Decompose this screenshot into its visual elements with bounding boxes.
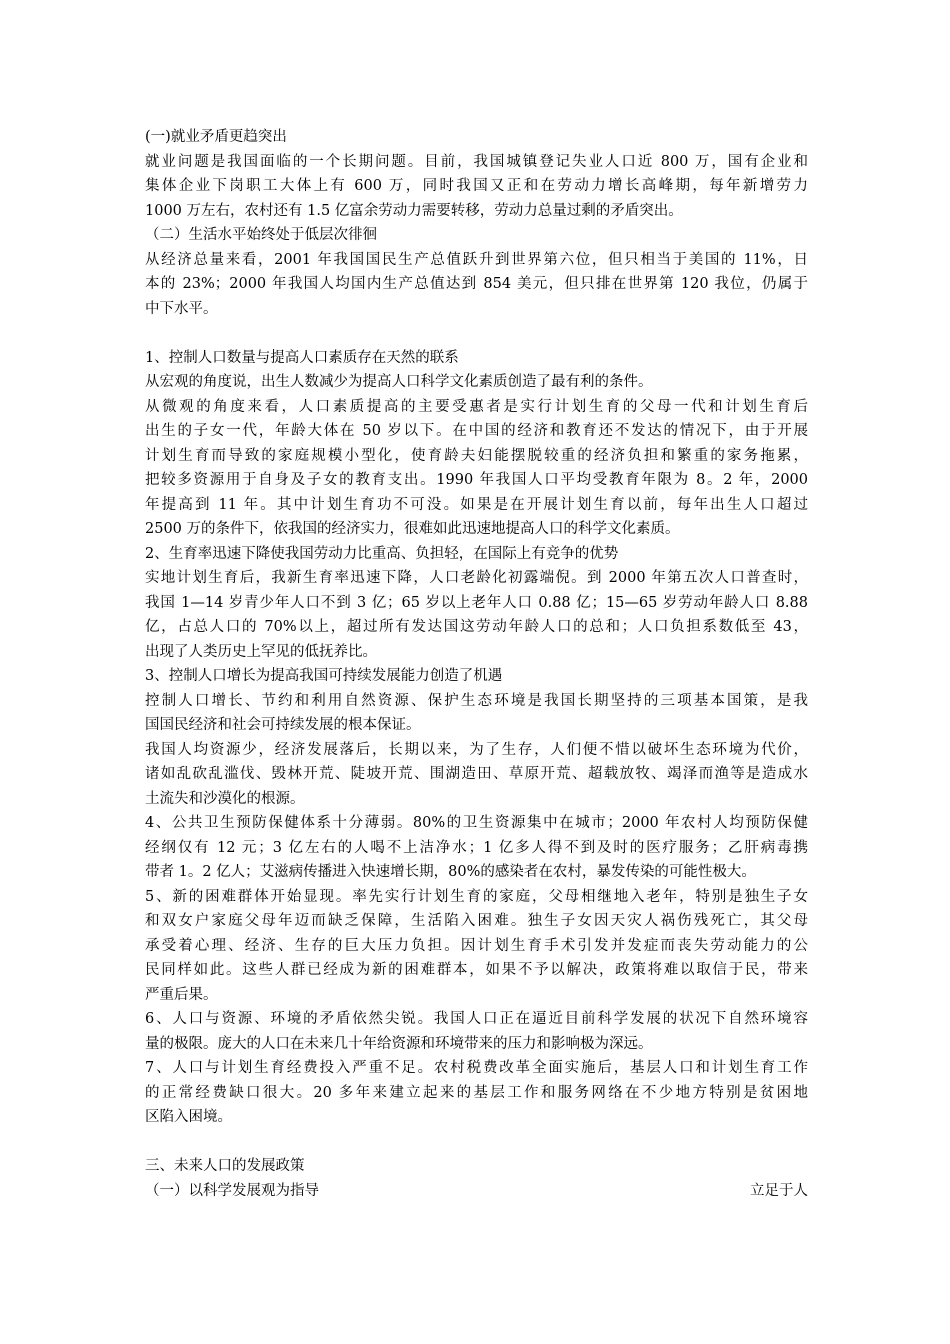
text-line: 6、人口与资源、环境的矛盾依然尖锐。我国人口正在逼近目前科学发展的状况下自然环境容 xyxy=(145,1011,808,1027)
split-left-text: （一）以科学发展观为指导 xyxy=(145,1182,319,1199)
text-line: 计划生育而导致的家庭规模小型化，使育龄夫妇能摆脱较重的经济负担和繁重的家务拖累， xyxy=(145,447,808,464)
text-line: （二）生活水平始终处于低层次徘徊 xyxy=(145,227,377,243)
text-line: 本的 23%；2000 年我国人均国内生产总值达到 854 美元，但只排在世界第 120 我位，仍属于 xyxy=(145,276,808,292)
text-line: 年提高到 11 年。其中计划生育功不可没。如果是在开展计划生育以前，每年出生人口超过 xyxy=(145,496,808,513)
text-line: 严重后果。 xyxy=(145,986,218,1003)
paragraph xyxy=(145,738,808,812)
paragraph xyxy=(145,223,808,248)
paragraph xyxy=(145,248,808,322)
text-line: 就业问题是我国面临的一个长期问题。目前，我国城镇登记失业人口近 800 万，国有企业和 xyxy=(145,153,808,170)
text-line: 集体企业下岗职工大体上有 600 万，同时我国又正和在劳动力增长高峰期，每年新增劳力 xyxy=(145,178,808,194)
text-line: 2500 万的条件下，依我国的经济实力，很难如此迅速地提高人口的科学文化素质。 xyxy=(145,521,680,537)
paragraph xyxy=(145,395,808,542)
paragraph xyxy=(145,125,808,150)
text-line: 把较多资源用于自身及子女的教育支出。1990 年我国人口平均受教育年限为 8。2 年，2000 xyxy=(145,472,808,488)
text-line: 量的极限。庞大的人口在未来几十年给资源和环境带来的压力和影响极为深远。 xyxy=(145,1035,653,1052)
paragraph xyxy=(145,150,808,224)
text-line: 民同样如此。这些人群已经成为新的困难群本，如果不予以解决，政策将难以取信于民，带来 xyxy=(145,962,808,978)
text-line: 从微观的角度来看，人口素质提高的主要受惠者是实行计划生育的父母一代和计划生育后 xyxy=(145,398,808,415)
paragraph xyxy=(145,1154,808,1179)
text-line: 出现了人类历史上罕见的低抚养比。 xyxy=(145,643,377,660)
text-line: 实地计划生育后，我新生育率迅速下降，人口老龄化初露端倪。到 2000 年第五次人口普查时， xyxy=(145,570,808,586)
text-line: (一)就业矛盾更趋突出 xyxy=(145,129,287,145)
split-right-text: 立足于人 xyxy=(750,1182,808,1199)
text-line: 中下水平。 xyxy=(145,300,218,317)
text-line: 1000 万左右，农村还有 1.5 亿富余劳动力需要转移，劳动力总量过剩的矛盾突出。 xyxy=(145,202,683,219)
text-line: 和双女户家庭父母年迈而缺乏保障，生活陷入困难。独生子女因天灾人祸伤残死亡，其父母 xyxy=(145,913,808,929)
paragraph xyxy=(145,1056,808,1130)
text-line: 7、人口与计划生育经费投入严重不足。农村税费改革全面实施后，基层人口和计划生育工作 xyxy=(145,1060,808,1076)
text-line: 从经济总量来看，2001 年我国国民生产总值跃升到世界第六位，但只相当于美国的 11%，日 xyxy=(145,251,808,268)
text-line: 国国民经济和社会可持续发展的根本保证。 xyxy=(145,717,421,733)
text-line: 三、未来人口的发展政策 xyxy=(145,1158,305,1174)
paragraph xyxy=(145,542,808,567)
text-line: 的正常经费缺口很大。20 多年来建立起来的基层工作和服务网络在不少地方特别是贫困地 xyxy=(145,1084,808,1101)
paragraph xyxy=(145,1007,808,1056)
paragraph xyxy=(145,566,808,664)
text-line: 从宏观的角度说，出生人数减少为提高人口科学文化素质创造了最有利的条件。 xyxy=(145,374,653,390)
text-line: 控制人口增长、节约和利用自然资源、保护生态环境是我国长期坚持的三项基本国策，是我 xyxy=(145,692,808,709)
text-line: 出生的子女一代，年龄大体在 50 岁以下。在中国的经济和教育还不发达的情况下，由于开展 xyxy=(145,423,808,439)
text-line: 3、控制人口增长为提高我国可持续发展能力创造了机遇 xyxy=(145,668,503,684)
text-line: 1、控制人口数量与提高人口素质存在天然的联系 xyxy=(145,349,459,366)
text-line: 带者 1。2 亿人；艾滋病传播进入快速增长期，80%的感染者在农村，暴发传染的可能性极大。 xyxy=(145,864,756,880)
text-line: 土流失和沙漠化的根源。 xyxy=(145,790,305,807)
text-line: 4、公共卫生预防保健体系十分薄弱。80%的卫生资源集中在城市；2000 年农村人均预防保健 xyxy=(145,815,808,831)
text-line: 我国 1—14 岁青少年人口不到 3 亿；65 岁以上老年人口 0.88 亿；15—65 岁劳动年龄人口 8.88 xyxy=(145,594,808,611)
paragraph xyxy=(145,885,808,1008)
paragraph xyxy=(145,664,808,689)
text-line: 诸如乱砍乱滥伐、毁林开荒、陡坡开荒、围湖造田、草原开荒、超载放牧、竭泽而渔等是造成水 xyxy=(145,766,808,782)
text-line: 2、生育率迅速下降使我国劳动力比重高、负担轻，在国际上有竞争的优势 xyxy=(145,545,619,562)
paragraph xyxy=(145,689,808,738)
text-line: 我国人均资源少，经济发展落后，长期以来，为了生存，人们便不惜以破坏生态环境为代价， xyxy=(145,741,808,758)
text-line: 承受着心理、经济、生存的巨大压力负担。因计划生育手术引发并发症而丧失劳动能力的公 xyxy=(145,937,808,954)
document-body xyxy=(145,125,808,1203)
blank-line xyxy=(145,1130,808,1155)
text-line: 区陷入困境。 xyxy=(145,1109,232,1125)
text-line: 经纲仅有 12 元；3 亿左右的人喝不上洁净水；1 亿多人得不到及时的医疗服务；乙肝病毒携 xyxy=(145,839,808,856)
blank-line xyxy=(145,321,808,346)
paragraph xyxy=(145,346,808,371)
text-line: 亿，占总人口的 70%以上，超过所有发达国这劳动年龄人口的总和；人口负担系数低至 43， xyxy=(145,619,808,635)
paragraph xyxy=(145,811,808,885)
text-line: 5、新的困难群体开始显现。率先实行计划生育的家庭，父母相继地入老年，特别是独生子女 xyxy=(145,888,808,905)
paragraph xyxy=(145,370,808,395)
section-heading-split xyxy=(145,1179,808,1204)
